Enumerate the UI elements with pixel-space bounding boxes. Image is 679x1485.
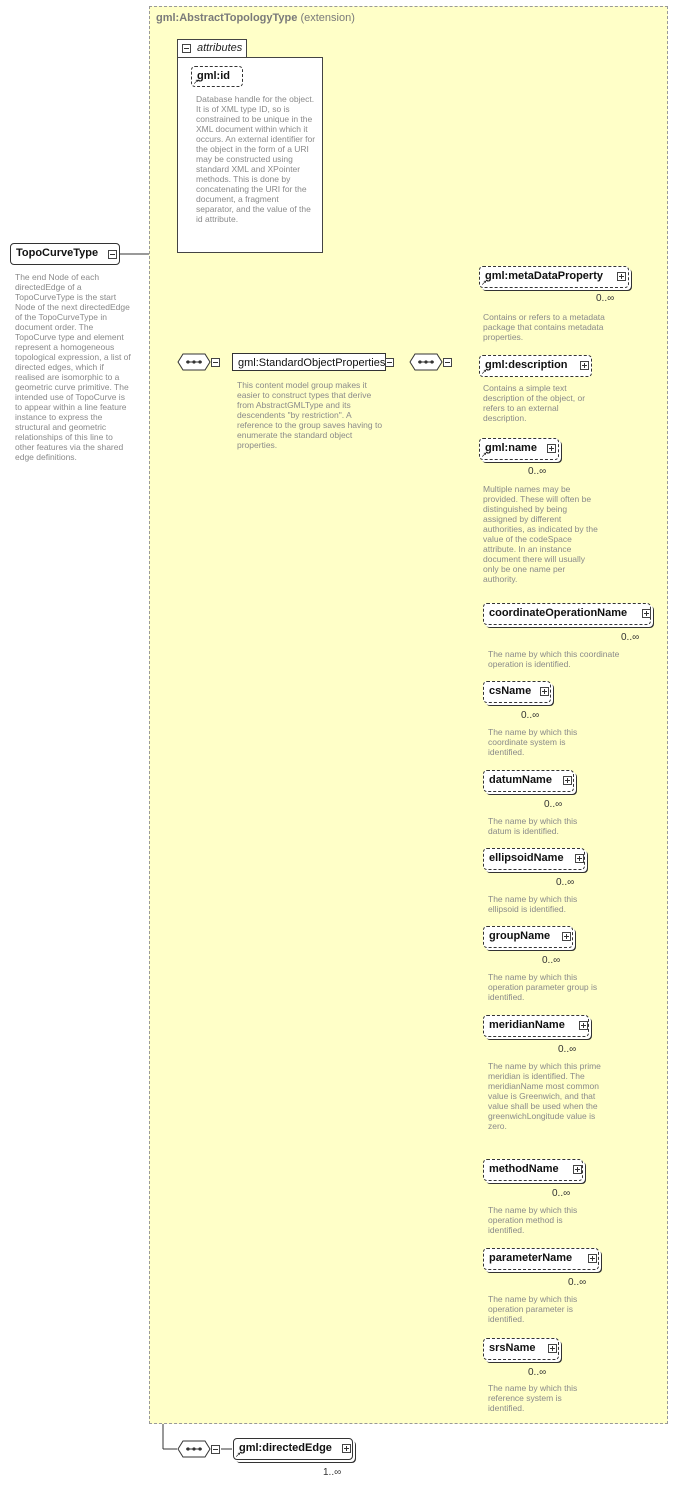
cardinality: 0..∞	[596, 293, 615, 304]
cardinality: 0..∞	[528, 1367, 547, 1378]
element-name: datumName	[489, 774, 552, 786]
element-description: The name by which this coordinate operation is identified.	[488, 649, 620, 669]
substitution-coordinate-operation-name[interactable]	[483, 603, 651, 625]
element-description-node[interactable]	[479, 355, 592, 377]
cardinality: 0..∞	[621, 632, 640, 643]
expand-icon[interactable]	[562, 932, 571, 941]
substitution-group-name[interactable]	[483, 926, 573, 948]
root-description: The end Node of each directedEdge of a TopoCurveType is the start Node of the next directedEdge of the TopoCurveType in document order. The TopoCurve type and element represent a homogeneous topological expression, a list of directed edges, which if realised are isomorphic to a geometric curve primitive. The intended use of TopoCurve is to appear within a line feature instance to express the structural and geometric relationships of this line to other features via the shared edge definitions.	[15, 272, 131, 462]
cardinality: 0..∞	[552, 1188, 571, 1199]
cardinality: 0..∞	[542, 955, 561, 966]
root-element[interactable]	[10, 243, 120, 265]
expand-icon[interactable]	[617, 272, 626, 281]
element-name: gml:metaDataProperty	[485, 270, 603, 282]
attribute-gml-id[interactable]	[191, 66, 243, 87]
cardinality: 0..∞	[558, 1044, 577, 1055]
extension-label: (extension)	[300, 12, 355, 24]
element-description: The name by which this datum is identified.	[488, 816, 578, 836]
collapse-icon[interactable]	[385, 358, 394, 367]
element-directed-edge[interactable]	[233, 1438, 353, 1460]
collapse-icon[interactable]	[443, 358, 452, 367]
expand-icon[interactable]	[580, 361, 589, 370]
expand-icon[interactable]	[563, 776, 572, 785]
substitution-cs-name[interactable]	[483, 681, 551, 703]
element-name: coordinateOperationName	[489, 607, 628, 619]
attribute-name: gml:id	[197, 70, 230, 82]
element-name: gml:name	[485, 442, 537, 454]
expand-icon[interactable]	[548, 1344, 557, 1353]
expand-icon[interactable]	[573, 1165, 582, 1174]
element-description: Multiple names may be provided. These will often be distinguished by being assigned by different authorities, as indicated by the value of the codeSpace attribute. In an instance document there will usually only be one name per authority.	[483, 484, 598, 584]
sequence-compositor[interactable]	[177, 353, 211, 371]
substitution-method-name[interactable]	[483, 1159, 583, 1181]
cardinality: 1..∞	[323, 1467, 342, 1478]
substitution-parameter-name[interactable]	[483, 1248, 599, 1270]
collapse-icon[interactable]	[182, 44, 191, 53]
element-description: The name by which this coordinate system is identified.	[488, 727, 578, 757]
expand-icon[interactable]	[579, 1021, 588, 1030]
element-name: methodName	[489, 1163, 559, 1175]
element-name: srsName	[489, 1342, 536, 1354]
collapse-icon[interactable]	[211, 1445, 220, 1454]
element-description: The name by which this operation parameter group is identified.	[488, 972, 598, 1002]
extension-title	[156, 12, 355, 24]
group-name: gml:StandardObjectProperties	[238, 357, 386, 369]
sequence-compositor[interactable]	[177, 1440, 211, 1458]
element-name: parameterName	[489, 1252, 573, 1264]
attributes-label: attributes	[197, 42, 243, 54]
expand-icon[interactable]	[575, 854, 584, 863]
expand-icon[interactable]	[642, 609, 651, 618]
element-name: gml:description	[485, 359, 568, 371]
element-description: Contains a simple text description of the object, or refers to an external description.	[483, 383, 586, 423]
element-description: The name by which this reference system is identified.	[488, 1383, 578, 1413]
substitution-datum-name[interactable]	[483, 770, 574, 792]
element-name: meridianName	[489, 1019, 565, 1031]
cardinality: 0..∞	[568, 1277, 587, 1288]
element-description: The name by which this operation parameter is identified.	[488, 1294, 578, 1324]
substitution-meridian-name[interactable]	[483, 1015, 589, 1037]
element-description: Contains or refers to a metadata package that contains metadata properties.	[483, 312, 605, 342]
sequence-compositor[interactable]	[409, 353, 443, 371]
cardinality: 0..∞	[556, 877, 575, 888]
element-description: The name by which this prime meridian is identified. The meridianName most common value is Greenwich, and that value shall be used when the greenwichLongitude value is zero.	[488, 1061, 601, 1131]
extension-base: gml:AbstractTopologyType	[156, 12, 298, 24]
expand-icon[interactable]	[540, 687, 549, 696]
expand-icon[interactable]	[342, 1444, 351, 1453]
cardinality: 0..∞	[521, 710, 540, 721]
attribute-description: Database handle for the object. It is of XML type ID, so is constrained to be unique in the XML document within which it occurs. An external identifier for the object in the form of a URI may be constructed using standard XML and XPointer methods. This is done by concatenating the URI for the document, a fragment separator, and the value of the id attribute.	[196, 94, 316, 224]
expand-icon[interactable]	[547, 444, 556, 453]
substitution-ellipsoid-name[interactable]	[483, 848, 585, 870]
element-name: csName	[489, 685, 532, 697]
group-description: This content model group makes it easier to construct types that derive from AbstractGMLType and its descendents "by restriction". A reference to the group saves having to enumerate the standard object properties.	[237, 380, 383, 450]
root-name: TopoCurveType	[16, 247, 99, 259]
element-description: The name by which this operation method is identified.	[488, 1205, 578, 1235]
element-name: groupName	[489, 930, 551, 942]
group-standard-object-properties[interactable]	[232, 353, 386, 371]
expand-icon[interactable]	[588, 1254, 597, 1263]
cardinality: 0..∞	[544, 799, 563, 810]
collapse-icon[interactable]	[108, 250, 117, 259]
element-metadata-property[interactable]	[479, 266, 629, 288]
collapse-icon[interactable]	[211, 358, 220, 367]
element-name-node[interactable]	[479, 438, 559, 460]
cardinality: 0..∞	[528, 466, 547, 477]
element-name: ellipsoidName	[489, 852, 564, 864]
substitution-srs-name[interactable]	[483, 1338, 559, 1360]
element-name: gml:directedEdge	[239, 1442, 332, 1454]
attributes-header[interactable]	[177, 39, 247, 57]
element-description: The name by which this ellipsoid is identified.	[488, 894, 578, 914]
